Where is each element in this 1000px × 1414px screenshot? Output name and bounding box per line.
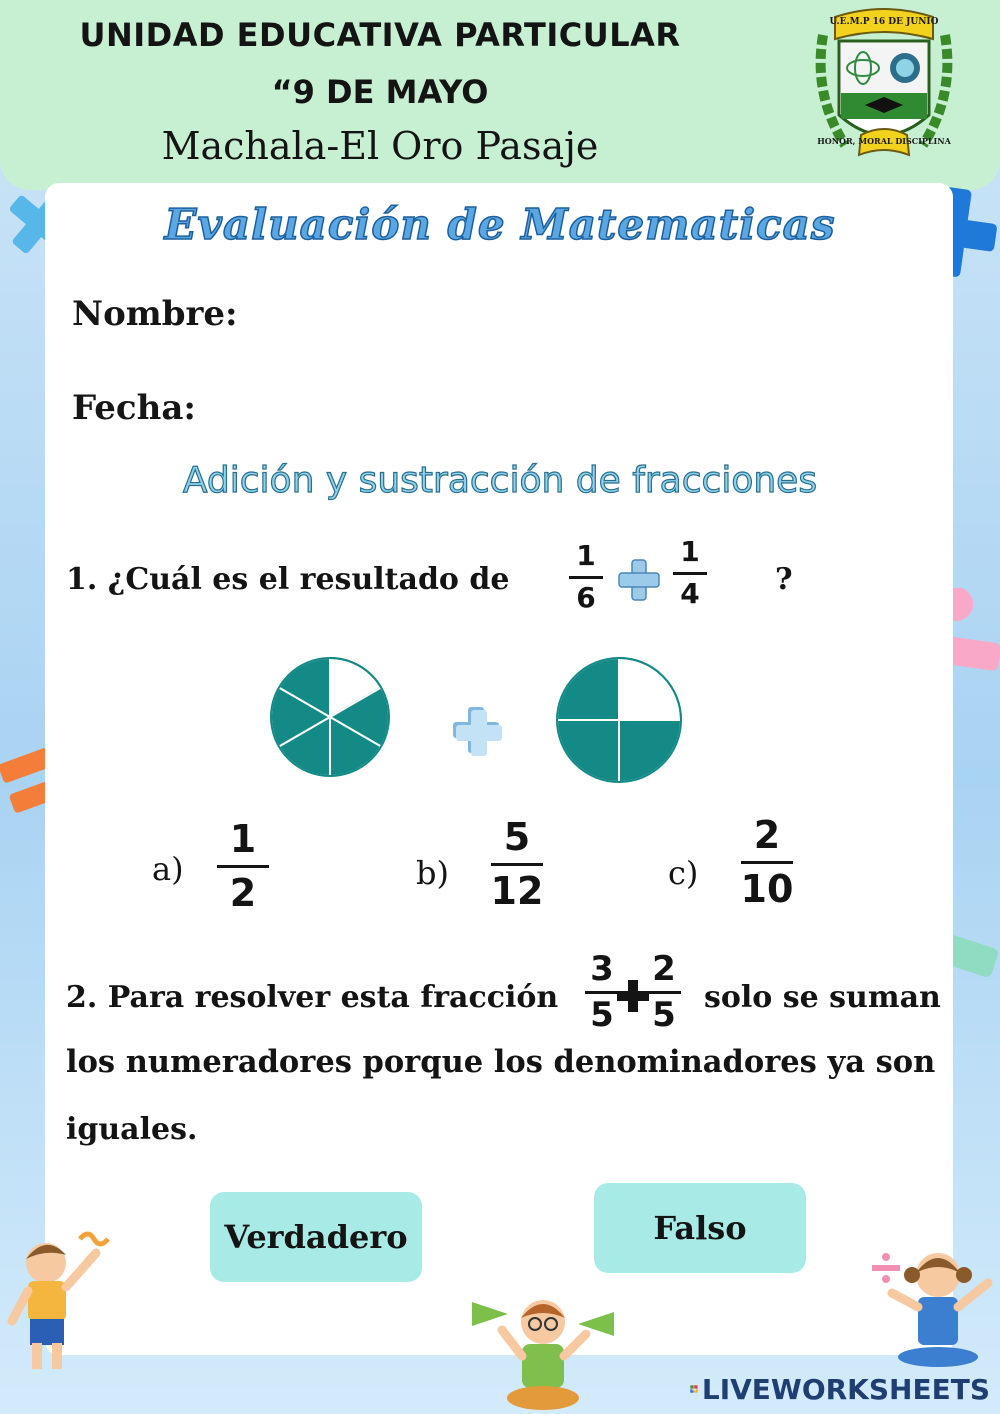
fraction-bar [647,991,681,994]
name-label: Nombre: [72,294,238,334]
question-2-line-3: iguales. [66,1112,198,1147]
school-name-line-1: UNIDAD EDUCATIVA PARTICULAR [79,16,681,54]
question-2-line-2: los numeradores porque los denominadores ya son [66,1044,936,1080]
question-2-text: 2. Para resolver esta fracción [66,980,559,1015]
fraction-denominator: 12 [490,869,544,913]
plus-icon [450,703,502,759]
fraction-denominator: 6 [576,581,596,614]
question-1-end-mark: ? [775,562,793,597]
school-name-line-2: “9 DE MAYO [271,73,489,111]
fraction-bar [217,865,269,868]
fraction-numerator: 3 [590,949,614,989]
liveworksheets-watermark [690,1370,990,1408]
fraction-bar [673,572,707,575]
option-b-fraction[interactable] [482,815,552,913]
fraction-denominator: 10 [740,867,794,911]
false-button[interactable]: Falso [594,1183,806,1273]
fraction-numerator: 5 [503,815,531,859]
option-a-fraction[interactable] [208,817,278,915]
fraction-denominator: 5 [652,995,676,1035]
question-2-text-after: solo se suman [704,980,941,1015]
fraction-numerator: 2 [652,949,676,989]
worksheet-title: Evaluación de Matematicas [164,200,836,249]
fraction-numerator: 1 [229,817,257,861]
girl-character-illustration [862,1245,1000,1375]
boy-character-illustration [0,1225,120,1375]
fraction-bar [585,991,619,994]
true-button[interactable]: Verdadero [210,1192,422,1282]
question-1-fraction-b [670,535,710,610]
boy-with-signs-illustration [468,1290,618,1414]
question-2-fraction-b [642,949,686,1035]
crest-top-text: U.E.M.P 16 DE JUNIO [829,17,939,27]
option-b-label[interactable]: b) [416,854,449,892]
liveworksheets-logo-icon [690,1375,698,1403]
option-a-label[interactable]: a) [152,850,184,888]
fraction-bar [491,863,543,866]
fraction-numerator: 2 [753,813,781,857]
logo-letters: LW [691,1387,697,1392]
fraction-numerator: 1 [680,535,700,568]
school-crest-logo [805,5,963,177]
date-label: Fecha: [72,388,196,428]
pie-chart-fourths [555,656,683,784]
watermark-text: LIVEWORKSHEETS [701,1372,990,1406]
fraction-bar [569,576,603,579]
section-subtitle: Adición y sustracción de fracciones [182,460,818,501]
plus-icon [617,558,661,602]
option-c-fraction[interactable] [732,813,802,911]
school-location: Machala-El Oro Pasaje [161,124,599,168]
fraction-denominator: 5 [590,995,614,1035]
question-1-text: 1. ¿Cuál es el resultado de [66,562,510,597]
crest-bottom-text: HONOR, MORAL DISCIPLINA [817,136,951,146]
fraction-denominator: 2 [229,871,257,915]
fraction-numerator: 1 [576,539,596,572]
fraction-bar [741,861,793,864]
worksheet-card [45,183,953,1355]
question-1-fraction-a [566,539,606,614]
option-c-label[interactable]: c) [668,854,699,892]
pie-chart-sixths [268,655,392,779]
fraction-denominator: 4 [680,577,700,610]
